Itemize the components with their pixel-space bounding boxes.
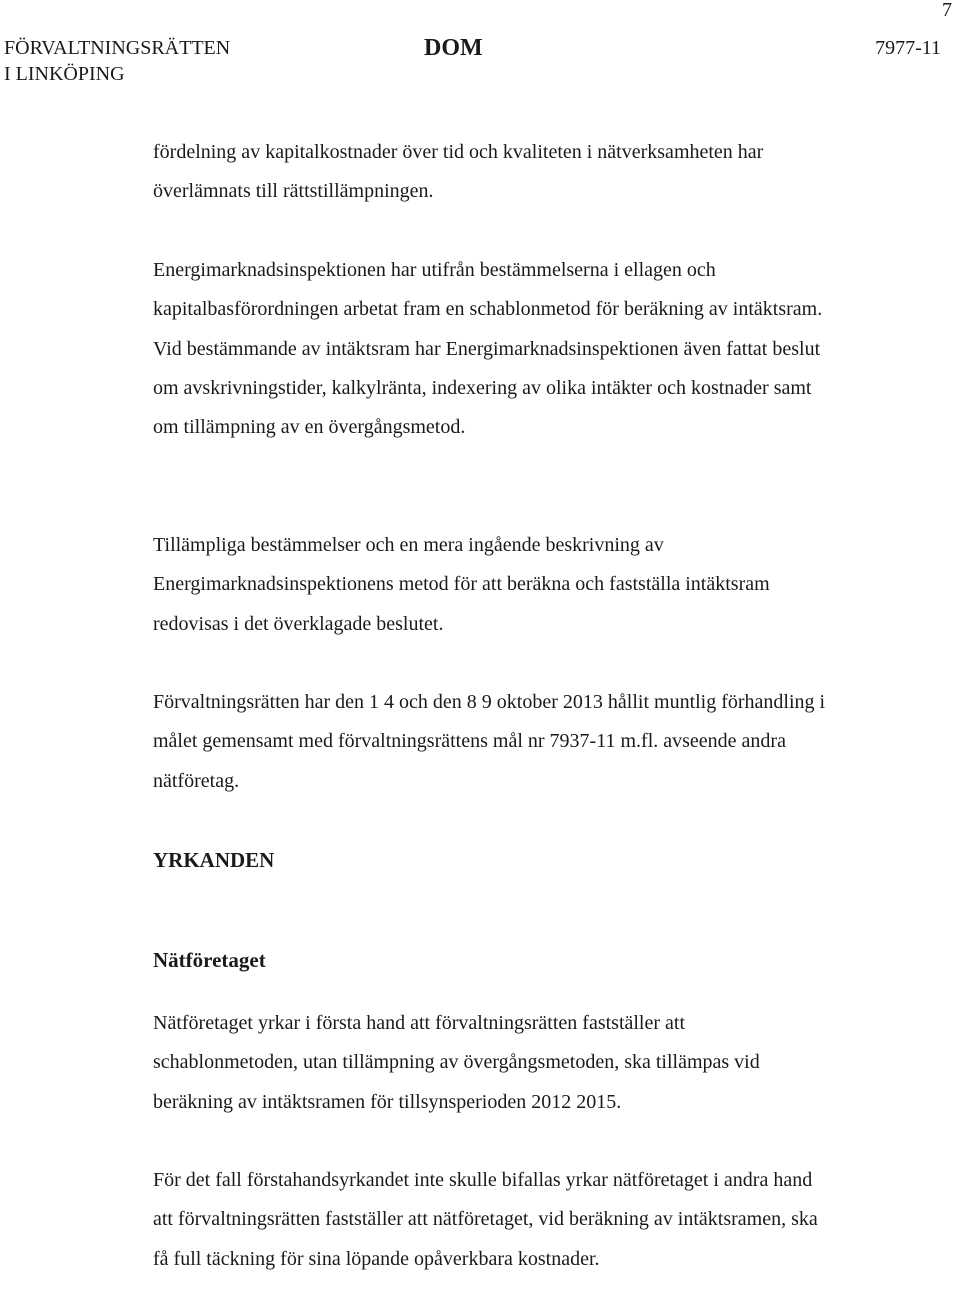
- court-name-line1: FÖRVALTNINGSRÄTTEN: [4, 37, 231, 59]
- paragraph-capital-costs: fördelning av kapitalkostnader över tid och kvaliteten i nätverksamheten har överlämnats till rättstillämpningen.: [153, 141, 764, 203]
- page-number: 7: [942, 0, 952, 21]
- paragraph-hearing: Förvaltningsrätten har den 1 4 och den 8 9 oktober 2013 hållit muntlig förhandling i målet gemensamt med förvaltningsrättens mål nr 7937-11 m.fl. avseende andra nätföretag.: [153, 691, 826, 792]
- paragraph-primary-claim: Nätföretaget yrkar i första hand att förvaltningsrätten fastställer att schablonmetoden, utan tillämpning av övergångsmetoden, ska tillämpas vid beräkning av intäktsramen för tillsynsperioden 2012 2015.: [153, 1012, 760, 1113]
- court-name-line2: I LINKÖPING: [4, 63, 125, 85]
- document-type: DOM: [424, 35, 483, 61]
- case-number: 7977-11: [875, 37, 941, 59]
- court-name: [4, 35, 230, 87]
- heading-yrkanden: YRKANDEN: [153, 848, 275, 872]
- paragraph-secondary-claim: För det fall förstahandsyrkandet inte skulle bifallas yrkar nätföretaget i andra hand att förvaltningsrätten fastställer att nätföretaget, vid beräkning av intäktsramen, ska få full täckning för sina löpande opåverkbara kostnader.: [153, 1169, 818, 1270]
- paragraph-provisions: Tillämpliga bestämmelser och en mera ingående beskrivning av Energimarknadsinspektionens metod för att beräkna och fastställa intäktsram redovisas i det överklagade beslutet.: [153, 534, 770, 635]
- paragraph-schablonmetod: Energimarknadsinspektionen har utifrån bestämmelserna i ellagen och kapitalbasförordningen arbetat fram en schablonmetod för beräkning av intäktsram. Vid bestämmande av intäktsram har Energimarknadsinspektionen även fattat beslut om avskrivningstider, kalkylränta, indexering av olika intäkter och kostnader samt om tillämpning av en övergångsmetod.: [153, 259, 823, 439]
- heading-natforetaget: Nätföretaget: [153, 948, 266, 972]
